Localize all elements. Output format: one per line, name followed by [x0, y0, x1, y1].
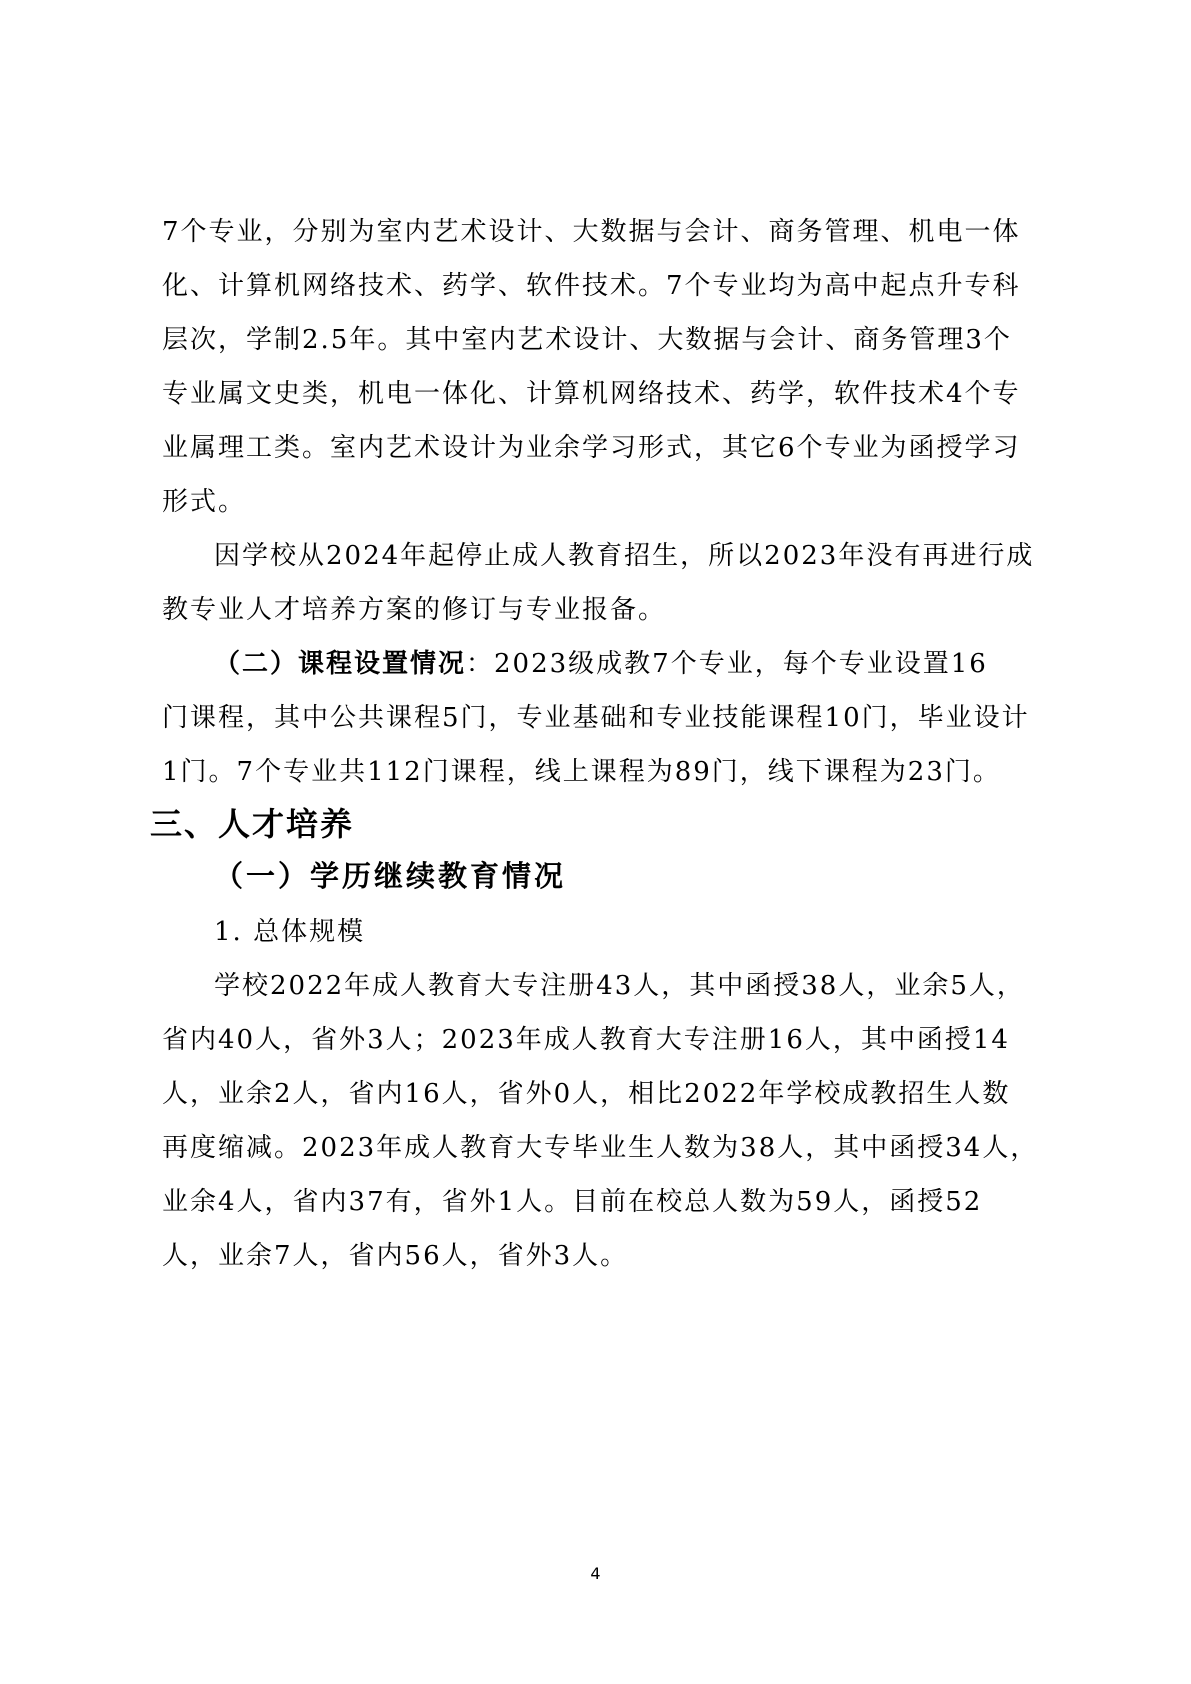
course-section-line-3: 1门。7个专业共112门课程，线上课程为89门，线下课程为23门。 — [162, 757, 1001, 787]
item-1-heading: 1. 总体规模 — [214, 917, 366, 947]
page-number: 4 — [590, 1564, 601, 1583]
course-section-line-2: 门课程，其中公共课程5门，专业基础和专业技能课程10门，毕业设计 — [162, 703, 1030, 733]
paragraph-1-line-6: 形式。 — [162, 487, 247, 517]
course-section-line-1 — [214, 646, 1044, 682]
paragraph-3-line-2: 省内40人，省外3人；2023年成人教育大专注册16人，其中函授14 — [162, 1025, 1010, 1055]
paragraph-1-line-4: 专业属文史类，机电一体化、计算机网络技术、药学，软件技术4个专 — [162, 379, 1021, 409]
paragraph-3-line-3: 人，业余2人，省内16人，省外0人，相比2022年学校成教招生人数 — [162, 1079, 1011, 1109]
paragraph-1-line-2: 化、计算机网络技术、药学、软件技术。7个专业均为高中起点升专科 — [162, 271, 1021, 301]
course-section-heading: （二）课程设置情况 — [214, 649, 467, 679]
paragraph-3-line-4: 再度缩减。2023年成人教育大专毕业生人数为38人，其中函授34人， — [162, 1133, 1039, 1163]
paragraph-3-line-6: 人，业余7人，省内56人，省外3人。 — [162, 1241, 629, 1271]
paragraph-2-line-1: 因学校从2024年起停止成人教育招生，所以2023年没有再进行成 — [214, 541, 1035, 571]
course-section-line-1-text: ：2023级成教7个专业，每个专业设置16 — [466, 649, 988, 679]
paragraph-2-line-2: 教专业人才培养方案的修订与专业报备。 — [162, 595, 667, 625]
subsection-1-heading: （一）学历继续教育情况 — [214, 859, 567, 893]
section-3-heading: 三、人才培养 — [150, 805, 355, 843]
paragraph-1-line-5: 业属理工类。室内艺术设计为业余学习形式，其它6个专业为函授学习 — [162, 433, 1021, 463]
paragraph-1-line-3: 层次，学制2.5年。其中室内艺术设计、大数据与会计、商务管理3个 — [162, 325, 1012, 355]
paragraph-3-line-1: 学校2022年成人教育大专注册43人，其中函授38人，业余5人， — [214, 971, 1025, 1001]
paragraph-3-line-5: 业余4人，省内37有，省外1人。目前在校总人数为59人，函授52 — [162, 1187, 983, 1217]
paragraph-1-line-1: 7个专业，分别为室内艺术设计、大数据与会计、商务管理、机电一体 — [162, 217, 1021, 247]
